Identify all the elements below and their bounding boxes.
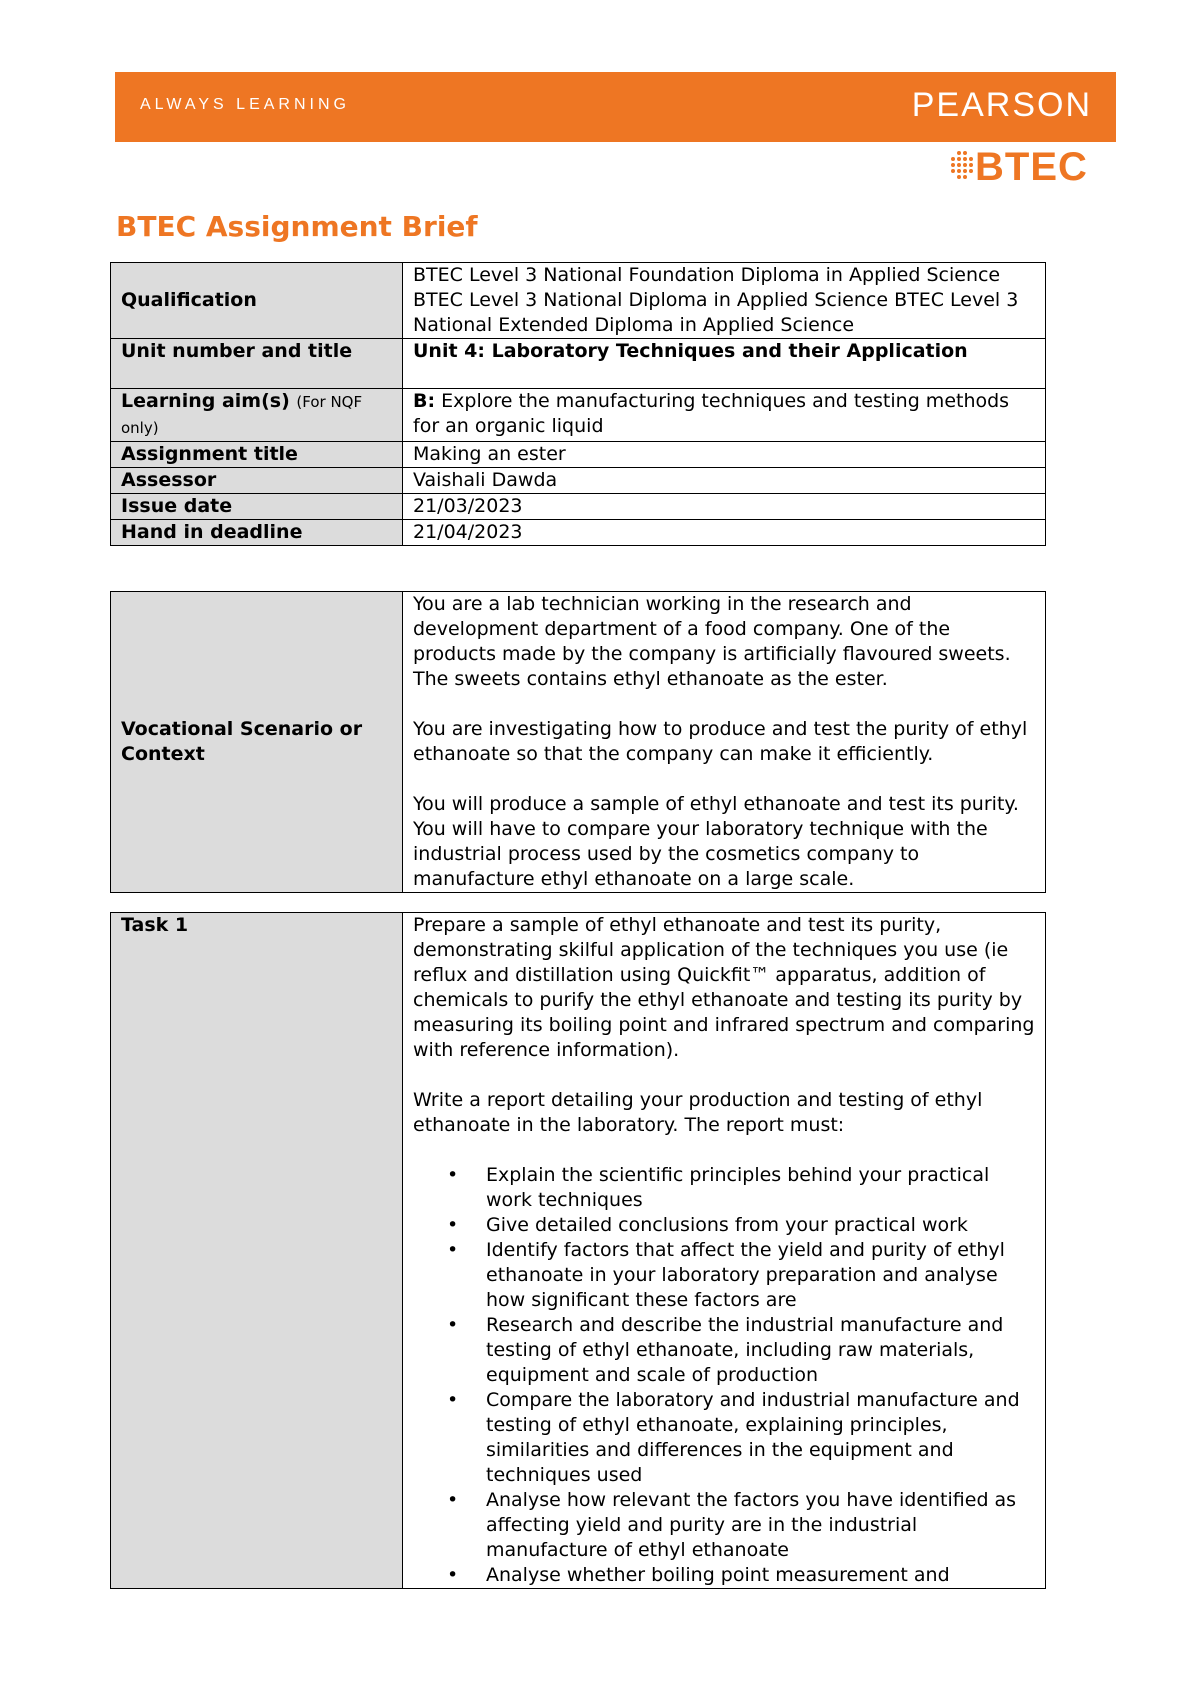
unit-label: Unit number and title — [111, 339, 403, 389]
learning-aims-text: Explore the manufacturing techniques and testing methods for an organic liquid — [413, 390, 1010, 437]
deadline-value: 21/04/2023 — [403, 520, 1046, 546]
list-item: • Compare the laboratory and industrial manufacture and testing of ethyl ethanoate, explaining principles, similarities and differences in the equipment and techniques used — [486, 1388, 1037, 1488]
scenario-paragraph: You are a lab technician working in the research and development department of a food company. One of the products made by the company is artificially flavoured sweets. The sweets contains ethyl ethanoate as the ester. — [413, 593, 1011, 690]
assignment-info-table — [110, 262, 1046, 546]
task-1-table — [110, 912, 1046, 1589]
list-item: • Analyse how relevant the factors you have identified as affecting yield and purity are in the industrial manufacture of ethyl ethanoate — [486, 1488, 1037, 1563]
scenario-text — [403, 592, 1046, 893]
table-row — [111, 339, 1046, 389]
table-row — [111, 494, 1046, 520]
scenario-table — [110, 591, 1046, 893]
scenario-paragraph: You will produce a sample of ethyl ethanoate and test its purity. You will have to compare your laboratory technique with the industrial process used by the cosmetics company to manufacture ethyl ethanoate on a large scale. — [413, 793, 1019, 890]
list-item: • Analyse whether boiling point measurement and — [486, 1563, 1037, 1588]
table-row — [111, 442, 1046, 468]
task-1-label: Task 1 — [111, 913, 403, 1589]
table-row — [111, 913, 1046, 1589]
table-row — [111, 263, 1046, 339]
list-item: • Research and describe the industrial manufacture and testing of ethyl ethanoate, including raw materials, equipment and scale of production — [486, 1313, 1037, 1388]
issue-date-value: 21/03/2023 — [403, 494, 1046, 520]
learning-aims-value — [403, 389, 1046, 442]
table-row — [111, 468, 1046, 494]
list-item: • Explain the scientific principles behind your practical work techniques — [486, 1163, 1037, 1213]
scenario-label: Vocational Scenario or Context — [111, 592, 403, 893]
pearson-logo: PEARSON — [911, 86, 1092, 124]
task-1-text — [403, 913, 1046, 1589]
header-banner — [115, 72, 1116, 142]
tagline: ALWAYS LEARNING — [140, 96, 350, 113]
task-paragraph: Prepare a sample of ethyl ethanoate and test its purity, demonstrating skilful application of the techniques you use (ie reflux and distillation using Quickfit™ apparatus, addition of chemicals to purify the ethyl ethanoate and testing its purity by measuring its boiling point and infrared spectrum and comparing with reference information). — [413, 914, 1035, 1061]
unit-value: Unit 4: Laboratory Techniques and their Application — [403, 339, 1046, 389]
issue-date-label: Issue date — [111, 494, 403, 520]
table-row — [111, 520, 1046, 546]
table-row — [111, 389, 1046, 442]
assignment-title-label: Assignment title — [111, 442, 403, 468]
btec-logo — [945, 145, 1120, 191]
assignment-title-value: Making an ester — [403, 442, 1046, 468]
scenario-paragraph: You are investigating how to produce and test the purity of ethyl ethanoate so that the company can make it efficiently. — [413, 718, 1028, 765]
deadline-label: Hand in deadline — [111, 520, 403, 546]
learning-aims-note: (For NQF only) — [121, 393, 363, 437]
learning-aims-label — [111, 389, 403, 442]
task-requirements-list — [413, 1163, 1037, 1588]
learning-aims-prefix: B: — [413, 390, 436, 412]
table-row — [111, 592, 1046, 893]
learning-aims-label-text: Learning aim(s) — [121, 390, 290, 412]
list-item: • Give detailed conclusions from your practical work — [486, 1213, 1037, 1238]
list-item: • Identify factors that affect the yield and purity of ethyl ethanoate in your laboratory preparation and analyse how significant these factors are — [486, 1238, 1037, 1313]
assessor-label: Assessor — [111, 468, 403, 494]
page-title: BTEC Assignment Brief — [116, 210, 478, 243]
assessor-value: Vaishali Dawda — [403, 468, 1046, 494]
task-paragraph: Write a report detailing your production and testing of ethyl ethanoate in the laboratory. The report must: — [413, 1089, 983, 1136]
btec-logo-text: BTEC — [975, 145, 1088, 189]
qualification-value: BTEC Level 3 National Foundation Diploma in Applied Science BTEC Level 3 National Diploma in Applied Science BTEC Level 3 National Extended Diploma in Applied Science — [403, 263, 1046, 339]
qualification-label: Qualification — [111, 263, 403, 339]
